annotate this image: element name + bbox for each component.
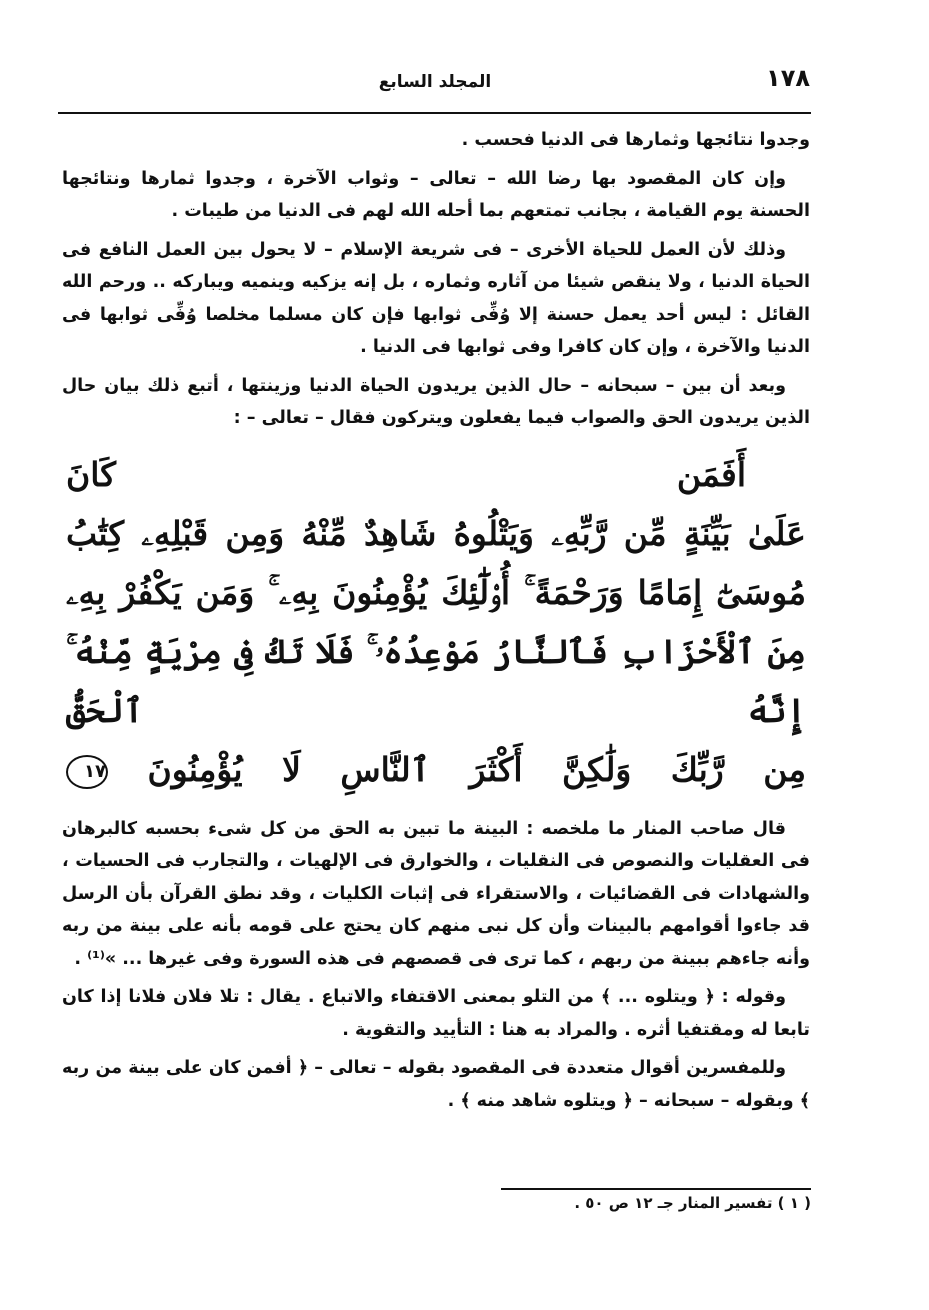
paragraph: وبعد أن بين – سبحانه – حال الذين يريدون الحياة الدنيا وزينتها ، أتبع ذلك بيان حال الذين يريدون الحق والصواب فيما يفعلون ويتركون فقال – تعالى – : xyxy=(62,375,810,428)
verse-line-last xyxy=(66,740,806,799)
page-body xyxy=(62,124,810,1123)
verse-line: أَفَمَن كَانَ xyxy=(66,454,746,494)
paragraph: وذلك لأن العمل للحياة الأخرى – فى شريعة الإسلام – لا يحول بين العمل النافع فى الحياة الدنيا ، ولا ينقص شيئا من آثاره وثماره ، بل إنه يزكيه وينميه ويباركه .. ورحم الله القائل : ليس أحد يعمل حسنة إلا وُفِّى ثوابها فإن كان مسلما مخلصا وُفِّى ثوابها فى الدنيا والآخرة ، وإن كان كافرا وفى ثوابها فى الدنيا . xyxy=(62,239,810,357)
page-number: ١٧٨ xyxy=(766,64,810,92)
paragraph: وقوله : ﴿ ويتلوه ... ﴾ من التلو بمعنى الاقتفاء والاتباع . يقال : تلا فلان فلانا إذا كان تابعا له ومقتفيا أثره . والمراد به هنا : التأييد والتقوية . xyxy=(62,987,810,1040)
verse-line: مِن رَّبِّكَ وَلَٰكِنَّ أَكْثَرَ ٱلنَّاسِ لَا يُؤْمِنُونَ xyxy=(147,749,806,789)
quran-verse xyxy=(62,445,810,799)
header-divider xyxy=(58,112,811,114)
footnote-divider xyxy=(501,1188,811,1190)
page-header xyxy=(60,60,810,100)
ayah-number-marker: ١٧ xyxy=(66,755,108,789)
paragraph: قال صاحب المنار ما ملخصه : البينة ما تبين به الحق من كل شىء بحسبه كالبرهان فى العقليات والنصوص فى النقليات ، والخوارق فى الإلهيات ، والتجارب فى الحسيات ، والشهادات فى القضائيات ، والاستقراء فى إثبات الكليات ، وقد نطق القرآن بأن الرسل قد جاءوا أقوامهم بالبينات وأن كل نبى منهم كان يحتج على قومه بأنه على بينة من ربه وأنه جاءهم ببينة من ربهم ، كما ترى فى قصصهم فى هذه السورة وفى غيرها ... »⁽¹⁾ . xyxy=(62,818,810,969)
footnote: ( ١ ) تفسير المنار جـ ١٢ ص ٥٠ . xyxy=(574,1194,811,1212)
verse-line: مُوسَىٰٓ إِمَامًا وَرَحْمَةً ۚ أُو۟لَٰٓئِكَ يُؤْمِنُونَ بِهِۦ ۚ وَمَن يَكْفُرْ بِهِۦ xyxy=(66,572,806,612)
paragraph: وجدوا نتائجها وثمارها فى الدنيا فحسب . xyxy=(461,130,810,150)
paragraph: وإن كان المقصود بها رضا الله – تعالى – وثواب الآخرة ، وجدوا ثمارها ونتائجها الحسنة يوم القيامة ، بجانب تمتعهم بما أحله الله لهم فى الدنيا من طيبات . xyxy=(62,168,810,221)
running-title: المجلد السابع xyxy=(378,72,492,92)
paragraph: وللمفسرين أقوال متعددة فى المقصود بقوله – تعالى – ﴿ أفمن كان على بينة من ربه ﴾ وبقوله – سبحانه – ﴿ ويتلوه شاهد منه ﴾ . xyxy=(62,1058,810,1111)
verse-line: عَلَىٰ بَيِّنَةٍ مِّن رَّبِّهِۦ وَيَتْلُوهُ شَاهِدٌ مِّنْهُ وَمِن قَبْلِهِۦ كِتَٰبُ xyxy=(66,513,806,553)
verse-line: مِنَ ٱلْأَحْزَابِ فَٱلنَّارُ مَوْعِدُهُۥ ۚ فَلَا تَكُ فِى مِرْيَةٍ مِّنْهُ ۚ إِنَّهُ ٱلْحَقُّ xyxy=(66,631,806,730)
